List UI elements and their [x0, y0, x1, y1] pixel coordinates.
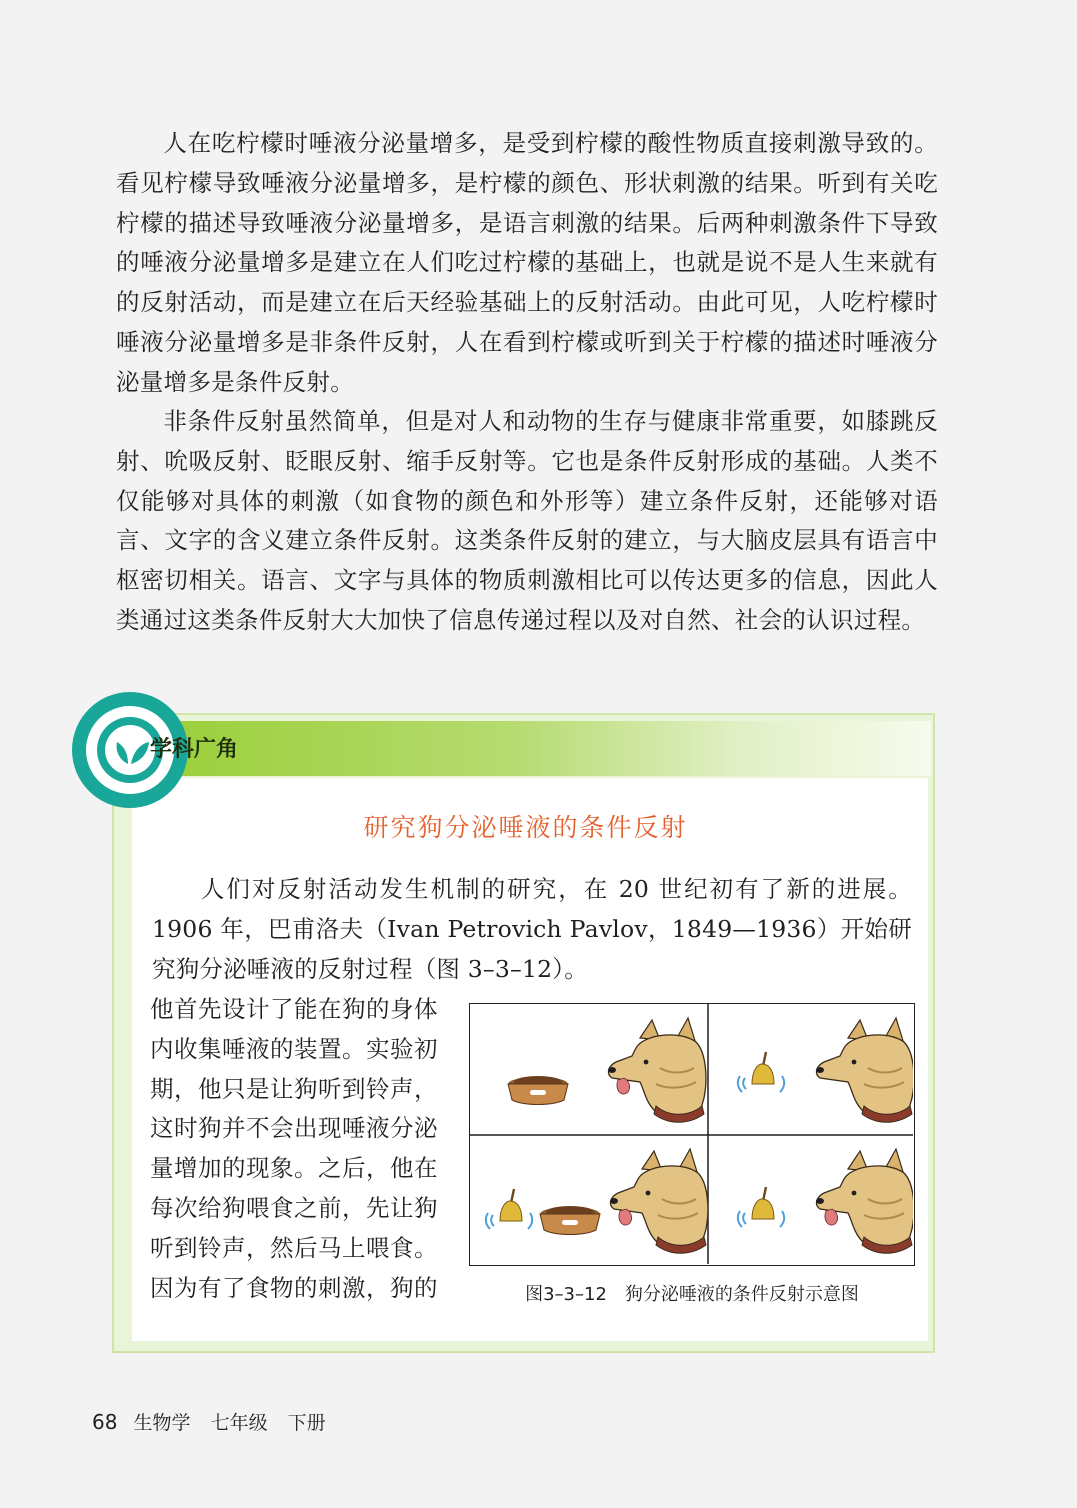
footer-subject: 生物学: [133, 1412, 191, 1434]
paragraph-unconditioned-reflex: [116, 402, 938, 641]
page-footer: [92, 1408, 340, 1435]
bell-icon: [738, 1052, 784, 1092]
page-number: 68: [92, 1410, 118, 1434]
paragraph-text: 人们对反射活动发生机制的研究，在 20 世纪初有了新的进展。1906 年，巴甫洛夫（Ivan Petrovich Pavlov，1849—1936）开始研究狗分泌唾液的反射过程（图 3–3–12）。: [152, 875, 912, 983]
dog-head-icon: [816, 1018, 913, 1122]
sidebar-paragraph-intro: [152, 870, 912, 989]
text-line: 因为有了食物的刺激，狗的: [150, 1273, 438, 1302]
sidebar-label: 学科广角: [150, 737, 239, 762]
text-line: 内收集唾液的装置。实验初: [150, 1034, 438, 1063]
footer-grade: 七年级: [210, 1412, 268, 1434]
text-line: 期，他只是让狗听到铃声，: [150, 1074, 438, 1103]
dog-head-icon: [816, 1149, 913, 1253]
paragraph-lemon-reflex: [116, 124, 938, 403]
footer-volume: 下册: [287, 1412, 326, 1434]
figure-caption: 图3–3–12 狗分泌唾液的条件反射示意图: [525, 1284, 859, 1305]
food-bowl-icon: [540, 1206, 600, 1235]
sidebar-paragraph-experiment: [150, 990, 446, 1308]
paragraph-text: 人在吃柠檬时唾液分泌量增多，是受到柠檬的酸性物质直接刺激导致的。看见柠檬导致唾液分泌量增多，是柠檬的颜色、形状刺激的结果。听到有关吃柠檬的描述导致唾液分泌量增多，是语言刺激的结果。后两种刺激条件下导致的唾液分泌量增多是建立在人们吃过柠檬的基础上，也就是说不是人生来就有的反射活动，而是建立在后天经验基础上的反射活动。由此可见，人吃柠檬时唾液分泌量增多是非条件反射，人在看到柠檬或听到关于柠檬的描述时唾液分泌量增多是条件反射。: [116, 129, 938, 396]
text-line: 每次给狗喂食之前，先让狗: [150, 1193, 438, 1222]
bell-icon: [738, 1187, 784, 1227]
text-line: 量增加的现象。之后，他在: [150, 1154, 438, 1183]
paragraph-text: 非条件反射虽然简单，但是对人和动物的生存与健康非常重要，如膝跳反射、吮吸反射、眨眼反射、缩手反射等。它也是条件反射形成的基础。人类不仅能够对具体的刺激（如食物的颜色和外形等）建立条件反射，还能够对语言、文字的含义建立条件反射。这类条件反射的建立，与大脑皮层具有语言中枢密切相关。语言、文字与具体的物质刺激相比可以传达更多的信息，因此人类通过这类条件反射大大加快了信息传递过程以及对自然、社会的认识过程。: [116, 407, 938, 634]
sidebar-title: 研究狗分泌唾液的条件反射: [363, 813, 688, 842]
figure-pavlov-dog: [469, 1003, 915, 1266]
text-line: 这时狗并不会出现唾液分泌: [150, 1114, 438, 1143]
text-line: 听到铃声，然后马上喂食。: [150, 1233, 438, 1262]
sidebar-header-band: [172, 721, 931, 776]
dog-head-icon: [608, 1018, 706, 1122]
food-bowl-icon: [508, 1076, 568, 1105]
text-line: 他首先设计了能在狗的身体: [150, 995, 438, 1023]
dog-head-icon: [610, 1149, 708, 1253]
bell-icon: [486, 1189, 532, 1229]
